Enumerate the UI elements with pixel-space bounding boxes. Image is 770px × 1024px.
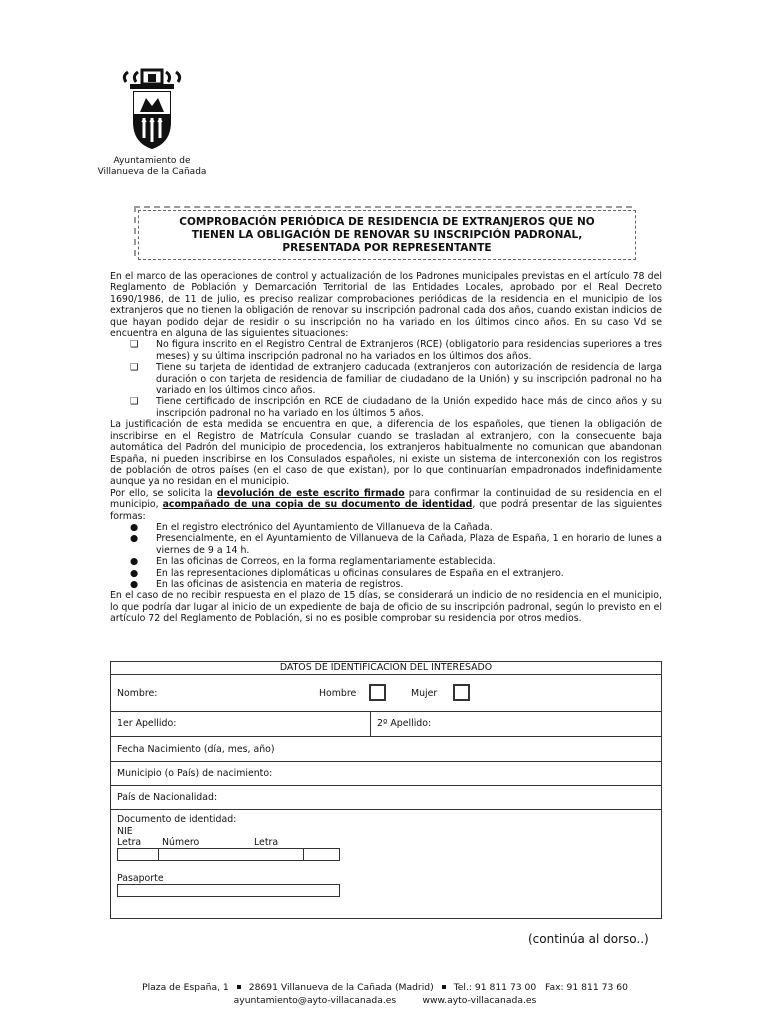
- list-item: [110, 522, 662, 533]
- list-item-text: En las oficinas de Correos, en la forma reglamentariamente establecida.: [156, 556, 496, 568]
- intro-paragraph: En el marco de las operaciones de control y actualización de los Padrones municipales previstas en el artículo 78 del Reglamento de Población y Demarcación Territorial de las Entidades Locales, aprobado por el Real Decreto 1690/1986, de 11 de julio, es preciso realizar comprobaciones periódicas de la residencia en el municipio de los extranjeros que no tienen la obligación de renovar su inscripción padronal cada dos años, cuando existan indicios de que hayan podido dejar de residir o su inscripción no ha variado en los últimos cinco años. En su caso Vd se encuentra en alguna de las siguientes situaciones:: [110, 271, 662, 340]
- female-label: Mujer: [411, 688, 438, 699]
- title-line-2: TIENEN LA OBLIGACIÓN DE RENOVAR SU INSCRIPCIÓN PADRONAL,: [191, 228, 583, 241]
- request-text: Por ello, se solicita la: [110, 487, 217, 499]
- form-header: DATOS DE IDENTIFICACIÓN DEL INTERESADO: [111, 662, 661, 675]
- organization-caption: [82, 156, 222, 178]
- request-text: para confirmar la continuidad de su residencia en el municipio,: [110, 487, 663, 511]
- identity-document-section: [111, 810, 661, 910]
- footer-fax: Fax: 91 811 73 60: [545, 982, 628, 993]
- document-title: [138, 210, 636, 260]
- footer-website[interactable]: www.ayto-villacanada.es: [422, 995, 537, 1006]
- birthdate-row[interactable]: [111, 737, 661, 762]
- request-emphasis: devolución de este escrito firmado: [216, 487, 405, 499]
- closing-paragraph: En el caso de no recibir respuesta en el plazo de 15 días, se considerará un indicio de no residencia en el municipio, lo que podría dar lugar al inicio de un expediente de baja de oficio de su inscripción padronal, según lo previsto en el artículo 72 del Reglamento de Población, si no es posible comprobar su residencia por otros medios.: [110, 590, 662, 625]
- nie-letter-end-input[interactable]: [303, 848, 340, 861]
- birthdate-label: Fecha Nacimiento (día, mes, año): [117, 744, 275, 755]
- birthplace-label: Municipio (o País) de nacimiento:: [117, 768, 273, 779]
- nie-number-input[interactable]: [158, 848, 304, 861]
- page-footer: [0, 981, 770, 1007]
- nie-label: NIE: [117, 826, 133, 837]
- list-item: [110, 556, 662, 567]
- continue-note: (continúa al dorso..): [528, 932, 649, 946]
- caption-line-2: Villanueva de la Cañada: [97, 167, 207, 177]
- footer-tel: Tel.: 91 811 73 00: [453, 982, 537, 993]
- footer-email[interactable]: ayuntamiento@ayto-villacanada.es: [233, 995, 397, 1006]
- surnames-row: [111, 712, 661, 737]
- list-item-text: En el registro electrónico del Ayuntamiento de Villanueva de la Cañada.: [156, 521, 493, 533]
- female-checkbox[interactable]: [453, 684, 470, 701]
- name-row: [111, 675, 661, 712]
- caption-line-1: Ayuntamiento de: [113, 156, 191, 166]
- list-item-text: En las oficinas de asistencia en materia de registros.: [156, 578, 404, 590]
- square-bullet-icon: [442, 985, 446, 989]
- bullet-icon: ●: [130, 521, 139, 533]
- justification-paragraph: La justificación de esta medida se encuentra en que, a diferencia de los españoles, que tienen la obligación de inscribirse en el Registro de Matrícula Consular cuando se trasladan al extranjero, con la consecuente baja automática del Padrón del municipio de procedencia, los extranjeros habitualmente no comunican que abandonan España, ni pueden inscribirse en los Consulados españoles, ni existe un sistema de interconexión con los registros de población de otros países (en el caso de que existan), por lo que continuarían empadronados indefinidamente aunque ya no residan en el municipio.: [110, 419, 662, 488]
- list-item: [110, 396, 662, 419]
- footer-city: 28691 Villanueva de la Cañada (Madrid): [248, 982, 434, 993]
- coat-of-arms-logo: [112, 66, 192, 156]
- bullet-icon: ●: [130, 578, 139, 590]
- name-label: Nombre:: [117, 688, 158, 699]
- nie-letter-label: Letra: [117, 837, 142, 848]
- bullet-icon: ●: [130, 533, 139, 545]
- request-text: , que podrá presentar de las siguientes formas:: [110, 499, 662, 522]
- list-item-text: Tiene su tarjeta de identidad de extranjero caducada (extranjeros con autorización de residencia de larga duración o con tarjeta de residencia de familiar de ciudadano de la Unión) y su inscripción padronal no ha variado en los últimos cinco años.: [156, 362, 662, 397]
- municipal-coat-of-arms-icon: [112, 66, 192, 156]
- checkbox-bullet-icon: ❑: [130, 362, 139, 374]
- nie-letter-end-label: Letra: [254, 837, 279, 848]
- list-item-text: Presencialmente, en el Ayuntamiento de Villanueva de la Cañada, Plaza de España, 1 en horario de lunes a viernes de 9 a 14 h.: [156, 533, 662, 556]
- footer-line-2: [0, 994, 770, 1007]
- checkbox-bullet-icon: ❑: [130, 339, 139, 351]
- nie-letter-input[interactable]: [117, 848, 159, 861]
- nationality-row[interactable]: [111, 786, 661, 810]
- nie-number-label: Número: [162, 837, 200, 848]
- male-checkbox[interactable]: [369, 684, 386, 701]
- checkbox-bullet-icon: ❑: [130, 396, 139, 408]
- footer-line-1: [0, 981, 770, 994]
- bullet-icon: ●: [130, 556, 139, 568]
- second-surname-label: 2º Apellido:: [377, 718, 432, 729]
- birthplace-row[interactable]: [111, 762, 661, 786]
- identity-document-label: Documento de identidad:: [117, 814, 237, 825]
- male-label: Hombre: [319, 688, 357, 699]
- request-paragraph: [110, 488, 662, 522]
- identification-form: [110, 661, 662, 919]
- nationality-label: País de Nacionalidad:: [117, 792, 218, 803]
- list-item-text: No figura inscrito en el Registro Central de Extranjeros (RCE) (obligatorio para residencias superiores a tres meses) y su última inscripción padronal no ha variados en los últimos dos años.: [156, 339, 662, 362]
- request-emphasis: acompañado de una copia de su documento de identidad: [162, 499, 473, 511]
- first-surname-label: 1er Apellido:: [117, 718, 177, 729]
- footer-address: Plaza de España, 1: [142, 982, 229, 993]
- situations-list: [110, 339, 662, 419]
- submission-ways-list: [110, 522, 662, 590]
- list-item-text: Tiene certificado de inscripción en RCE de ciudadano de la Unión expedido hace más de cinco años y su inscripción padronal no ha variado en los últimos 5 años.: [156, 396, 662, 419]
- document-title-box: [138, 210, 638, 262]
- document-body: [110, 271, 662, 625]
- list-item: [110, 568, 662, 579]
- list-item: [110, 533, 662, 556]
- bullet-icon: ●: [130, 567, 139, 579]
- list-item-text: En las representaciones diplomáticas u oficinas consulares de España en el extranjero.: [156, 567, 564, 579]
- list-item: [110, 339, 662, 362]
- passport-label: Pasaporte: [117, 873, 164, 884]
- title-line-1: COMPROBACIÓN PERIÓDICA DE RESIDENCIA DE EXTRANJEROS QUE NO: [179, 215, 595, 228]
- list-item: [110, 579, 662, 590]
- surname-divider: [370, 712, 371, 736]
- passport-input[interactable]: [117, 884, 340, 897]
- title-line-3: PRESENTADA POR REPRESENTANTE: [282, 241, 492, 254]
- square-bullet-icon: [237, 985, 241, 989]
- list-item: [110, 362, 662, 396]
